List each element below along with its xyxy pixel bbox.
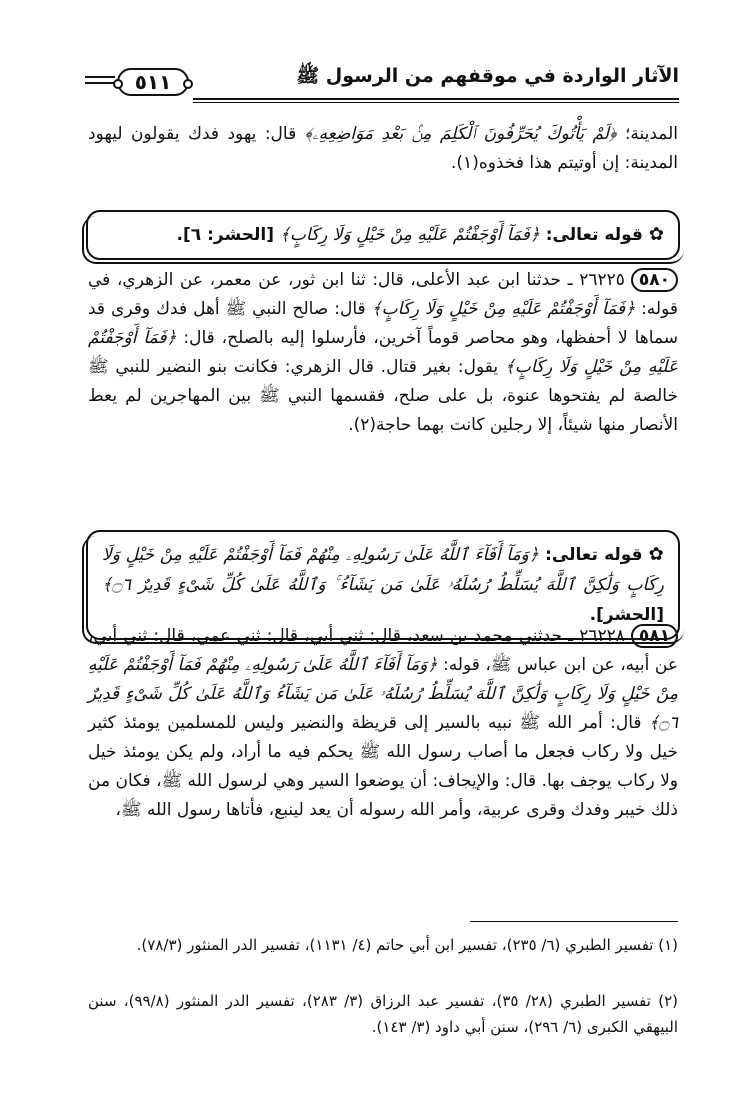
header-rule	[193, 102, 679, 103]
text: قال: يهود فدك يقولون ليهود المدينة: إن أوتيتم هذا فخذوه(١).	[88, 124, 678, 173]
page-number: ٥١١	[117, 68, 189, 96]
footnote-2: (٢) تفسير الطبري (٢٨/ ٣٥)، تفسير عبد الرزاق (٣/ ٢٨٣)، تفسير الدر المنثور (٩٩/٨)، سنن البيهقي الكبرى (٦/ ٢٩٦)، سنن أبي داود (٣/ ١٤٣).	[88, 992, 679, 1036]
header-rule	[85, 82, 115, 84]
text: قال: صالح النبي ﷺ أهل فدك وقرى قد سماها لا أحفظها، وهو محاصر قوماً آخرين، فأرسلوا إليه بالصلح، قال:	[88, 299, 679, 348]
verse-label: قوله تعالى:	[539, 225, 643, 245]
header-rule	[85, 76, 115, 78]
flower-icon: ✿	[648, 544, 664, 565]
header-title: الآثار الواردة في موقفهم من الرسول ﷺ	[296, 65, 679, 87]
hadith-number-badge: ٥٨٠	[631, 268, 678, 292]
verse-label: قوله تعالى:	[538, 545, 643, 565]
surah-reference: [الحشر: ٦].	[176, 225, 280, 245]
surah-reference: [الحشر].	[589, 605, 664, 625]
text: ٢٦٢٢٨ ـ حدثني محمد بن سعد، قال: ثني أبي، قال: ثني عمي، قال: ثني أبي، عن أبيه، عن ابن عباس ﷺ، قوله:	[88, 626, 678, 675]
quran-verse: ﴿فَمَآ أَوْجَفْتُمْ عَلَيْهِ مِنْ خَيْلٍ وَلَا رِكَابٍ﴾	[88, 328, 678, 377]
hadith-580	[88, 266, 678, 440]
flower-icon: ✿	[648, 224, 664, 245]
quran-verse: ﴿فَمَآ أَوْجَفْتُمْ عَلَيْهِ مِنْ خَيْلٍ وَلَا رِكَابٍ﴾	[371, 299, 636, 319]
quran-verse: ﴿وَمَآ أَفَآءَ ٱللَّهُ عَلَىٰ رَسُولِهِۦ مِنْهُمْ فَمَآ أَوْجَفْتُمْ عَلَيْهِ مِنْ خَيْلٍ وَلَا رِكَابٍ وَلَٰكِنَّ ٱللَّهَ يُسَلِّطُ رُسُلَهُۥ عَلَىٰ مَن يَشَآءُ ۚ وَٱللَّهُ عَلَىٰ كُلِّ شَىْءٍ قَدِيرٌ ۝٦﴾	[102, 545, 664, 595]
quran-verse: ﴿وَمَآ أَفَآءَ ٱللَّهُ عَلَىٰ رَسُولِهِۦ مِنْهُمْ فَمَآ أَوْجَفْتُمْ عَلَيْهِ مِنْ خَيْلٍ وَلَا رِكَابٍ وَلَٰكِنَّ ٱللَّهَ يُسَلِّطُ رُسُلَهُۥ عَلَىٰ مَن يَشَآءُ وَٱللَّهُ عَلَىٰ كُلِّ شَىْءٍ قَدِيرٌ ۝٦﴾	[88, 655, 678, 733]
quran-verse: ﴿فَمَآ أَوْجَفْتُمْ عَلَيْهِ مِنْ خَيْلٍ وَلَا رِكَابٍ﴾	[279, 225, 540, 245]
header-rule	[193, 98, 679, 100]
footnote-1: (١) تفسير الطبري (٦/ ٢٣٥)، تفسير ابن أبي حاتم (٤/ ١١٣١)، تفسير الدر المنثور (٧٨/٣).	[136, 936, 678, 954]
text: يقول: بغير قتال. قال الزهري: فكانت بنو النضير للنبي ﷺ خالصة لم يفتحوها عنوة، بل على صلح، فقسمها النبي ﷺ بين المهاجرين لم يعط الأنصار منها شيئاً، إلا رجلين كانت بهما حاجة(٢).	[88, 357, 678, 435]
text: قال: أمر الله ﷺ نبيه بالسير إلى قريظة والنضير وليس للمسلمين يومئذ كثير خيل ولا ركاب فجعل ما أصاب رسول الله ﷺ يحكم فيه ما أراد، ولم يكن يومئذ خيل ولا ركاب يوجف بها. قال: والإيجاف: أن يوضعوا السير وهي لرسول الله ﷺ، فكان من ذلك خيبر وفدك وقرى عربية، وأمر الله رسوله أن يعد لينبع، فأتاها رسول الله ﷺ،	[88, 713, 678, 820]
hadith-number-badge: ٥٨١	[631, 624, 678, 648]
text: ٢٦٢٢٥ ـ حدثنا ابن عبد الأعلى، قال: ثنا ابن ثور، عن معمر، عن الزهري، في قوله:	[88, 270, 678, 319]
text: المدينة؛	[616, 124, 678, 144]
footnote-divider	[470, 921, 678, 922]
quran-verse: ﴿لَمْ يَأْتُوكَ يُحَرِّفُونَ ٱلْكَلِمَ مِنۢ بَعْدِ مَوَاضِعِهِۦ﴾	[304, 124, 617, 144]
page-header	[85, 64, 679, 104]
hadith-581	[88, 622, 678, 825]
verse-box-1	[86, 210, 680, 260]
paragraph-intro	[88, 120, 678, 178]
